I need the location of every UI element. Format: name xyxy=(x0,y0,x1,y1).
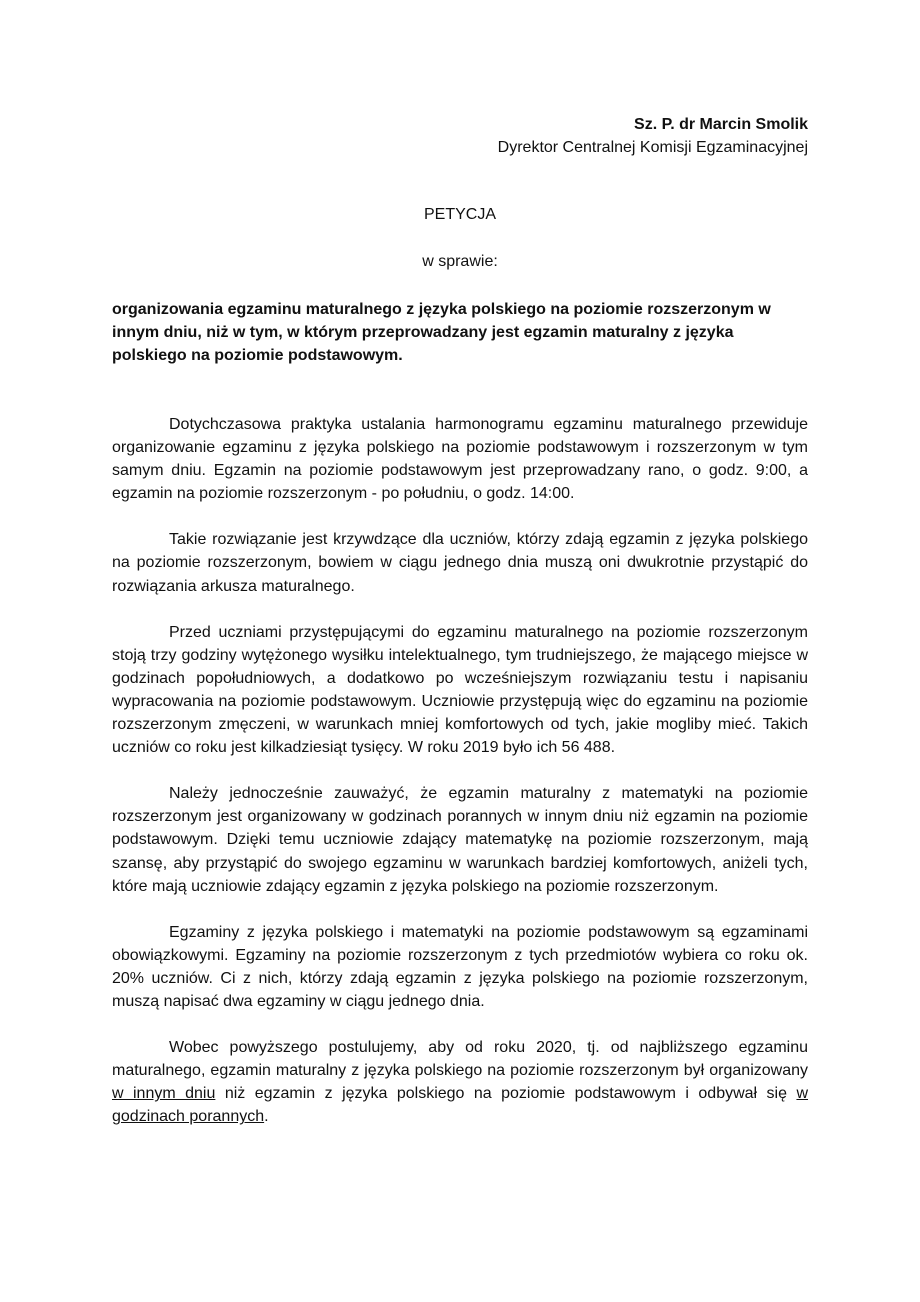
body-paragraph-2: Takie rozwiązanie jest krzywdzące dla uczniów, którzy zdają egzamin z języka polskiego na poziomie rozszerzonym, bowiem w ciągu jednego dnia muszą oni dwukrotnie przystąpić do rozwiązania arkusza maturalnego. xyxy=(112,531,808,595)
addressee-position: Dyrektor Centralnej Komisji Egzaminacyjnej xyxy=(497,139,808,156)
addressee-name: Sz. P. dr Marcin Smolik xyxy=(634,116,808,133)
body-paragraph-4: Należy jednocześnie zauważyć, że egzamin maturalny z matematyki na poziomie rozszerzonym jest organizowany w godzinach porannych w innym dniu niż egzamin na poziomie podstawowym. Dzięki temu uczniowie zdający matematykę na poziomie rozszerzonym, mają szansę, aby przystąpić do swojego egzaminu w warunkach bardziej komfortowych, aniżeli tych, które mają uczniowie zdający egzamin z języka polskiego na poziomie rozszerzonym. xyxy=(112,785,808,895)
document-body xyxy=(112,413,808,1151)
underlined-phrase-morning-hours: w godzinach porannych xyxy=(112,1085,809,1126)
document-subtitle: w sprawie: xyxy=(422,253,498,270)
body-paragraph-1: Dotychczasowa praktyka ustalania harmonogramu egzaminu maturalnego przewiduje organizowanie egzaminu z języka polskiego na poziomie podstawowym i rozszerzonym w tym samym dniu. Egzamin na poziomie podstawowym jest przeprowadzany rano, o godz. 9:00, a egzamin na poziomie rozszerzonym - po południu, o godz. 14:00. xyxy=(112,416,808,503)
body-paragraph-3: Przed uczniami przystępującymi do egzaminu maturalnego na poziomie rozszerzonym stoją trzy godziny wytężonego wysiłku intelektualnego, tym trudniejszego, że mającego miejsce w godzinach popołudniowych, a dodatkowo po wcześniejszym rozwiązaniu testu i napisaniu wypracowania na poziomie podstawowym. Uczniowie przystępują więc do egzaminu na poziomie rozszerzonym zmęczeni, w warunkach mniej komfortowych od tych, jakie mogliby mieć. Takich uczniów co roku jest kilkadziesiąt tysięcy. W roku 2019 było ich 56 488. xyxy=(112,623,808,757)
final-text-1: Wobec powyższego postulujemy, aby od roku 2020, tj. od najbliższego egzaminu maturalnego, egzamin maturalny z języka polskiego na poziomie rozszerzonym był organizowany xyxy=(112,1039,808,1080)
body-paragraph-5: Egzaminy z języka polskiego i matematyki na poziomie podstawowym są egzaminami obowiązkowymi. Egzaminy na poziomie rozszerzonym z tych przedmiotów wybiera co roku ok. 20% uczniów. Ci z nich, którzy zdają egzamin z języka polskiego na poziomie rozszerzonym, muszą napisać dwa egzaminy w ciągu jednego dnia. xyxy=(112,923,808,1010)
addressee-block xyxy=(498,113,808,159)
final-text-3: . xyxy=(264,1108,269,1126)
final-text-2: niż egzamin z języka polskiego na poziomie podstawowym i odbywał się xyxy=(215,1085,797,1103)
petition-subject: organizowania egzaminu maturalnego z języka polskiego na poziomie rozszerzonym w innym dniu, niż w tym, w którym przeprowadzany jest egzamin maturalny z języka polskiego na poziomie podstawowym. xyxy=(112,301,771,364)
document-title: PETYCJA xyxy=(423,206,496,223)
body-paragraph-6 xyxy=(112,1036,808,1128)
underlined-phrase-other-day: w innym dniu xyxy=(112,1085,216,1103)
